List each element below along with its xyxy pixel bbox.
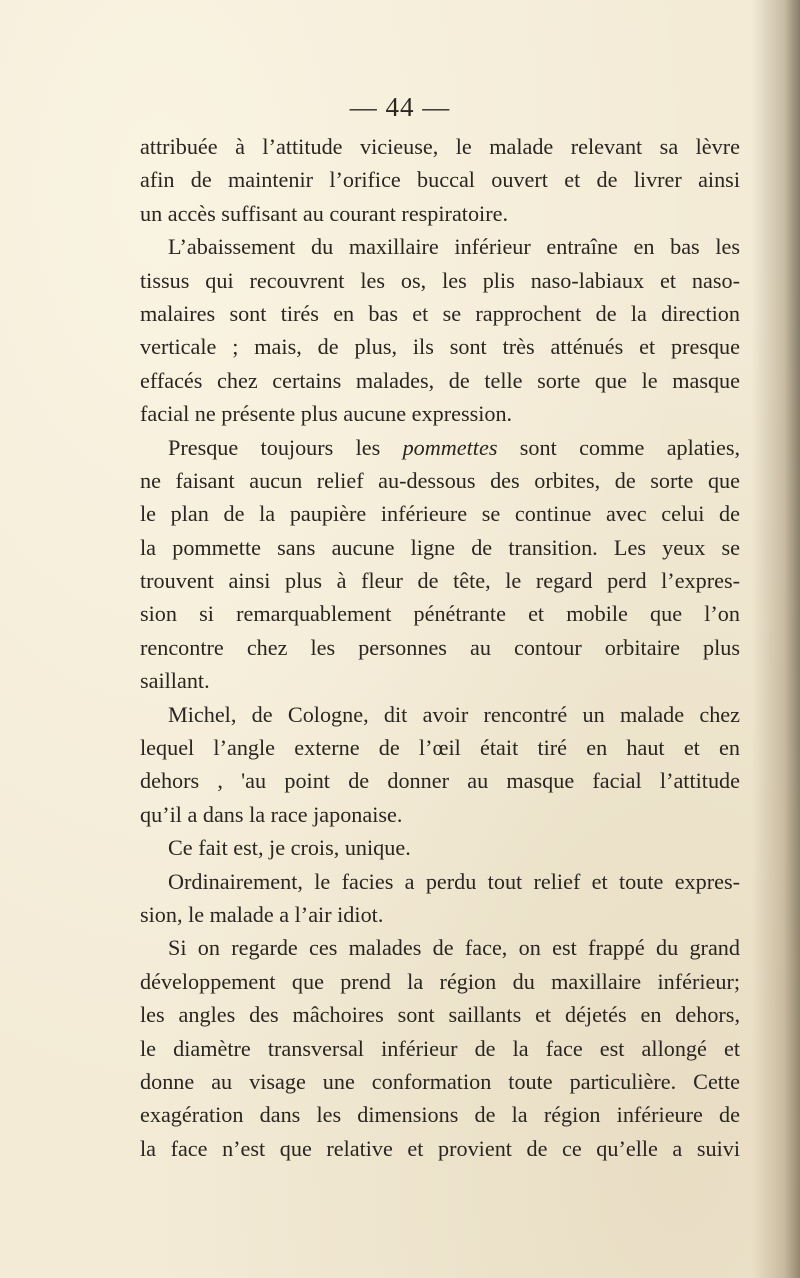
italic-term: pommettes [402,434,498,460]
text-line: Si on regarde ces malades de face, on est frappé du grand [168,935,740,961]
text-line: exagération dans les dimensions de la région inférieure de [140,1102,740,1128]
page-number: — 44 — [349,92,451,122]
text-line: ne faisant aucun relief au-dessous des orbites, de sorte que [140,467,740,493]
text-line: le diamètre transversal inférieur de la face est allongé et [140,1035,740,1061]
text-line: afin de maintenir l’orifice buccal ouvert et de livrer ainsi [140,167,740,193]
text-line: tissus qui recouvrent les os, les plis naso-labiaux et naso- [140,267,740,293]
body-text [140,130,740,1165]
text-line: qu’il a dans la race japonaise. [140,801,403,827]
text-line: L’abaissement du maxillaire inférieur entraîne en bas les [168,234,740,260]
text-line: trouvent ainsi plus à fleur de tête, le regard perd l’expres- [140,568,740,594]
text-line: sion, le malade a l’air idiot. [140,901,384,927]
text-line: la face n’est que relative et provient de ce qu’elle a suivi [140,1135,740,1161]
text-line: le plan de la paupière inférieure se continue avec celui de [140,501,740,527]
text-line: lequel l’angle externe de l’œil était tiré en haut et en [140,735,740,761]
text-line: saillant. [140,668,210,694]
text-line: un accès suffisant au courant respiratoire. [140,200,509,226]
text-line: donne au visage une conformation toute particulière. Cette [140,1068,740,1094]
text-line: les angles des mâchoires sont saillants et déjetés en dehors, [140,1002,740,1028]
text-line: attribuée à l’attitude vicieuse, le malade relevant sa lèvre [140,134,740,159]
text-line: développement que prend la région du maxillaire inférieur; [140,968,740,994]
text-segment: Presque toujours les [168,434,403,460]
text-line: verticale ; mais, de plus, ils sont très atténués et presque [140,334,740,360]
text-line: dehors , 'au point de donner au masque facial l’attitude [140,768,740,794]
text-segment: sont comme aplaties, [497,434,741,460]
text-line: effacés chez certains malades, de telle sorte que le masque [140,367,740,393]
text-line: Michel, de Cologne, dit avoir rencontré un malade chez [168,701,740,727]
text-line: malaires sont tirés en bas et se rapprochent de la direction [140,300,740,326]
text-line: Ce fait est, je crois, unique. [168,835,411,861]
text-line: la pommette sans aucune ligne de transition. Les yeux se [140,534,740,560]
text-line: rencontre chez les personnes au contour orbitaire plus [140,634,740,660]
text-line: facial ne présente plus aucune expression. [140,401,513,427]
text-line [140,431,740,464]
text-line: sion si remarquablement pénétrante et mobile que l’on [140,601,740,627]
text-line: Ordinairement, le facies a perdu tout relief et toute expres- [168,868,740,894]
